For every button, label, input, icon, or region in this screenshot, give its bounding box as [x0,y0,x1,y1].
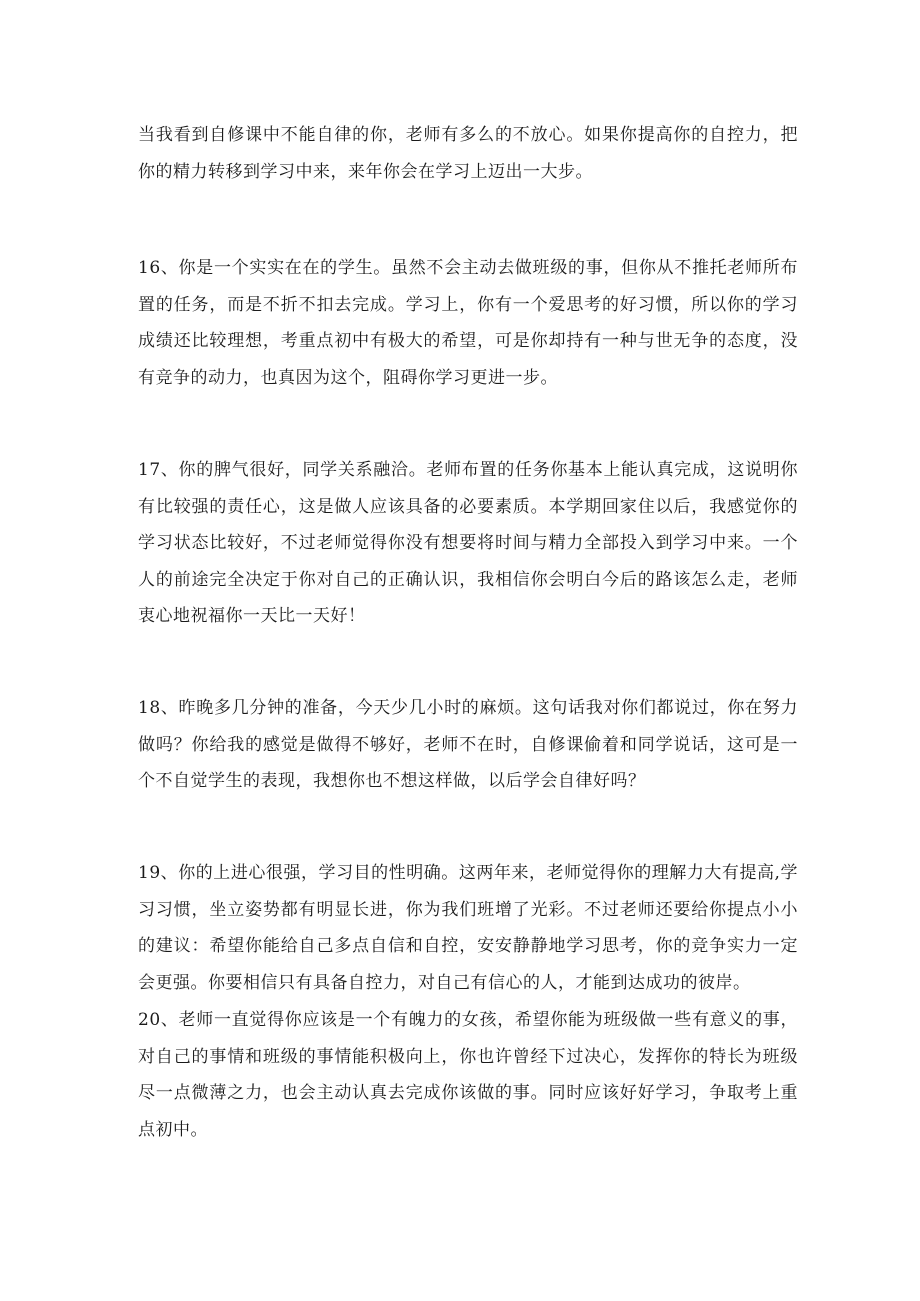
comment-paragraph-20: 20、老师一直觉得你应该是一个有魄力的女孩，希望你能为班级做一些有意义的事，对自己的事情和班级的事情能积极向上，你也许曾经下过决心，发挥你的特长为班级尽一点微薄之力，也会主动认真去完成你该做的事。同时应该好好学习，争取考上重点初中。 [138,1010,798,1140]
comment-paragraph-18: 18、昨晚多几分钟的准备，今天少几小时的麻烦。这句话我对你们都说过，你在努力做吗？你给我的感觉是做得不够好，老师不在时，自修课偷着和同学说话，这可是一个不自觉学生的表现，我想你也不想这样做，以后学会自律好吗？ [138,698,798,791]
comment-paragraph-continued: 当我看到自修课中不能自律的你，老师有多么的不放心。如果你提高你的自控力，把你的精力转移到学习中来，来年你会在学习上迈出一大步。 [138,125,798,182]
comment-paragraph-16: 16、你是一个实实在在的学生。虽然不会主动去做班级的事，但你从不推托老师所布置的任务，而是不折不扣去完成。学习上，你有一个爱思考的好习惯，所以你的学习成绩还比较理想，考重点初中有极大的希望，可是你却持有一种与世无争的态度，没有竞争的动力，也真因为这个，阻碍你学习更进一步。 [138,258,798,388]
comment-paragraph-19: 19、你的上进心很强，学习目的性明确。这两年来，老师觉得你的理解力大有提高,学习习惯，坐立姿势都有明显长进，你为我们班增了光彩。不过老师还要给你提点小小的建议：希望你能给自己多点自信和自控，安安静静地学习思考，你的竞争实力一定会更强。你要相信只有具备自控力，对自己有信心的人，才能到达成功的彼岸。 [138,863,798,993]
comment-paragraph-17: 17、你的脾气很好，同学关系融洽。老师布置的任务你基本上能认真完成，这说明你有比较强的责任心，这是做人应该具备的必要素质。本学期回家住以后，我感觉你的学习状态比较好，不过老师觉得你没有想要将时间与精力全部投入到学习中来。一个人的前途完全决定于你对自己的正确认识，我相信你会明白今后的路该怎么走，老师衷心地祝福你一天比一天好！ [138,460,798,626]
